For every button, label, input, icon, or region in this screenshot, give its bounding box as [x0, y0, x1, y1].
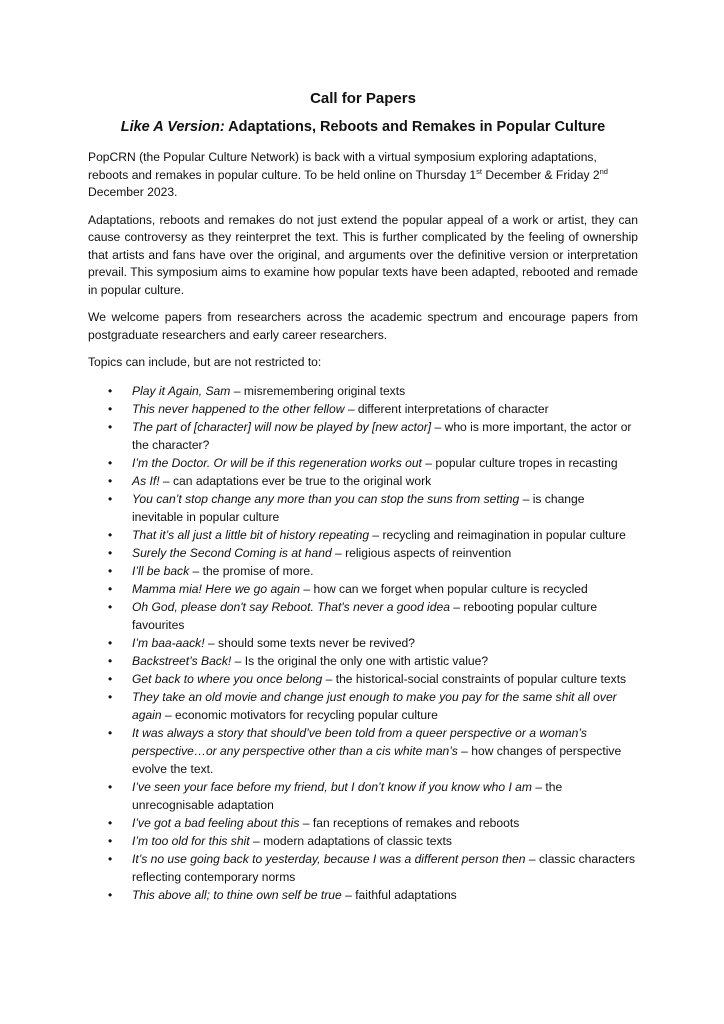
- topic-description: – recycling and reimagination in popular culture: [369, 527, 626, 542]
- topic-quote: Get back to where you once belong: [132, 671, 323, 686]
- topic-quote: It’s no use going back to yesterday, because I was a different person then: [132, 851, 526, 866]
- topic-quote: Play it Again, Sam: [132, 383, 231, 398]
- topic-description: – rebooting popular culture favourites: [132, 599, 598, 632]
- topic-quote: I’m baa-aack!: [132, 635, 205, 650]
- topic-quote: That it’s all just a little bit of history repeating: [132, 527, 370, 542]
- topics-intro: Topics can include, but are not restricted to:: [88, 355, 322, 369]
- subtitle-italic: Like A Version:: [120, 119, 225, 135]
- topic-item: [88, 418, 638, 454]
- topic-item: [88, 382, 638, 400]
- intro-sup-2: nd: [599, 166, 608, 176]
- topic-description: – different interpretations of character: [344, 401, 549, 416]
- topic-description: – the unrecognisable adaptation: [132, 779, 563, 812]
- topic-description: – can adaptations ever be true to the original work: [159, 473, 432, 488]
- subtitle-rest: Adaptations, Reboots and Remakes in Popular Culture: [224, 119, 606, 135]
- topic-description: – how changes of perspective evolve the text.: [132, 743, 622, 776]
- topic-quote: Oh God, please don't say Reboot. That's never a good idea: [132, 599, 450, 614]
- intro-text-3: December 2023.: [88, 185, 178, 199]
- topic-item: [88, 850, 638, 886]
- document-subtitle: [88, 119, 638, 135]
- topic-description: – modern adaptations of classic texts: [249, 833, 452, 848]
- topic-description: – classic characters reflecting contemporary norms: [132, 851, 636, 884]
- topic-item: [88, 670, 638, 688]
- topic-quote: The part of [character] will now be played by [new actor]: [132, 419, 432, 434]
- topic-quote: I’ve got a bad feeling about this: [132, 815, 300, 830]
- intro-text-1: PopCRN (the Popular Culture Network) is back with a virtual symposium exploring adaptations, reboots and remakes in popular culture. To be held online on Thursday 1: [88, 150, 597, 182]
- topic-quote: As If!: [132, 473, 160, 488]
- topic-description: – how can we forget when popular culture is recycled: [300, 581, 588, 596]
- topic-quote: Mamma mia! Here we go again: [132, 581, 301, 596]
- topic-quote: I’ve seen your face before my friend, but I don’t know if you know who I am: [132, 779, 532, 794]
- topic-description: – should some texts never be revived?: [204, 635, 416, 650]
- topic-item: [88, 526, 638, 544]
- topic-item: [88, 490, 638, 526]
- topic-description: – who is more important, the actor or the character?: [132, 419, 632, 452]
- topic-item: [88, 814, 638, 832]
- topic-quote: I’m the Doctor. Or will be if this regeneration works out: [132, 455, 422, 470]
- topic-item: [88, 400, 638, 418]
- topic-quote: This never happened to the other fellow: [132, 401, 345, 416]
- intro-paragraph: [88, 149, 638, 202]
- topic-quote: Surely the Second Coming is at hand: [132, 545, 332, 560]
- topic-quote: I’ll be back: [132, 563, 190, 578]
- topic-description: – the promise of more.: [189, 563, 314, 578]
- topic-item: [88, 472, 638, 490]
- description-paragraph: Adaptations, reboots and remakes do not just extend the popular appeal of a work or artist, they can cause controversy as they reinterpret the text. This is further complicated by the feeling of ownership that artists and fans have over the original, and arguments over the definitive version or interpretation prevail. This symposium aims to examine how popular texts have been adapted, rebooted and remade in popular culture.: [88, 212, 638, 297]
- intro-text-2: December & Friday 2: [482, 167, 600, 182]
- page-title: Call for Papers: [310, 90, 416, 107]
- topic-description: – is change inevitable in popular culture: [132, 491, 585, 524]
- topic-item: [88, 778, 638, 814]
- welcome-paragraph: We welcome papers from researchers across the academic spectrum and encourage papers from postgraduate researchers and early career researchers.: [88, 310, 638, 342]
- topic-description: – economic motivators for recycling popular culture: [161, 707, 438, 722]
- topic-description: – misremembering original texts: [230, 383, 406, 398]
- topic-description: – fan receptions of remakes and reboots: [299, 815, 520, 830]
- topic-item: [88, 886, 638, 904]
- topic-description: – religious aspects of reinvention: [331, 545, 512, 560]
- topic-description: – faithful adaptations: [341, 887, 457, 902]
- topic-quote: I’m too old for this shit: [132, 833, 250, 848]
- document-page: [88, 86, 638, 904]
- topic-item: [88, 832, 638, 850]
- topic-quote: This above all; to thine own self be true: [132, 887, 342, 902]
- topic-item: [88, 598, 638, 634]
- topic-quote: It was always a story that should’ve been told from a queer perspective or a woman’s perspective…or any perspective other than a cis white man’s: [132, 725, 587, 758]
- topic-description: – Is the original the only one with artistic value?: [231, 653, 489, 668]
- topics-list: [88, 382, 638, 904]
- topic-item: [88, 688, 638, 724]
- topic-item: [88, 580, 638, 598]
- topic-quote: They take an old movie and change just enough to make you pay for the same shit all over again: [132, 689, 617, 722]
- topic-item: [88, 652, 638, 670]
- topic-item: [88, 454, 638, 472]
- topic-item: [88, 724, 638, 778]
- intro-sup-1: st: [476, 166, 482, 176]
- topic-quote: You can’t stop change any more than you can stop the suns from setting: [132, 491, 520, 506]
- topic-item: [88, 544, 638, 562]
- topic-quote: Backstreet’s Back!: [132, 653, 232, 668]
- topic-description: – the historical-social constraints of popular culture texts: [322, 671, 627, 686]
- topic-item: [88, 562, 638, 580]
- topic-item: [88, 634, 638, 652]
- topic-description: – popular culture tropes in recasting: [421, 455, 618, 470]
